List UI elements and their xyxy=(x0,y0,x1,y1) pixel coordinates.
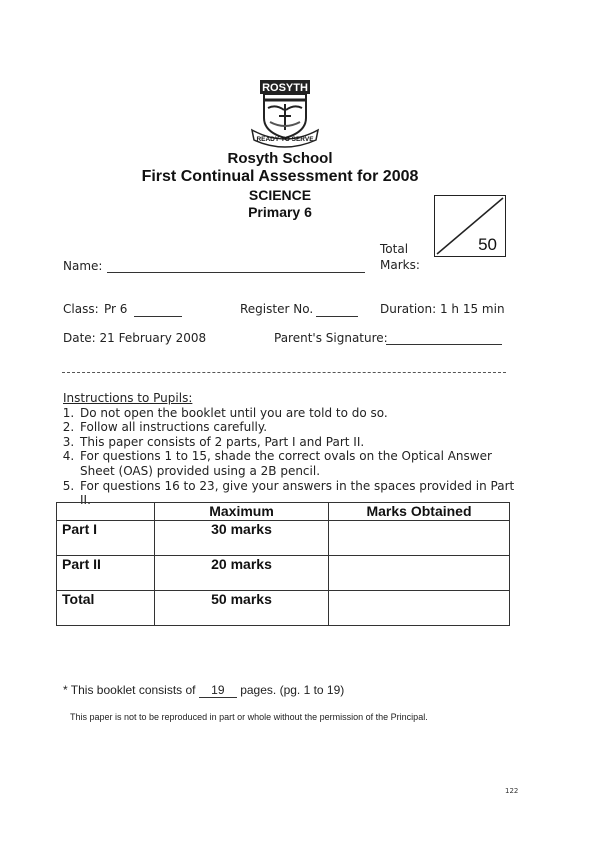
register-label: Register No. xyxy=(240,302,314,316)
part-cell: Part I xyxy=(57,521,155,556)
max-cell: 20 marks xyxy=(155,556,329,591)
part-cell: Part II xyxy=(57,556,155,591)
instruction-item: 3. This paper consists of 2 parts, Part I and Part II. xyxy=(78,435,523,450)
part-cell: Total xyxy=(57,591,155,626)
instruction-item: 1. Do not open the booklet until you are told to do so. xyxy=(78,406,523,421)
instruction-item: 2. Follow all instructions carefully. xyxy=(78,420,523,435)
instruction-item: 5. For questions 16 to 23, give your answers in the spaces provided in Part II. xyxy=(78,479,523,508)
total-marks-value: 50 xyxy=(478,235,497,254)
table-header-cell xyxy=(57,503,155,521)
svg-text:READY TO SERVE: READY TO SERVE xyxy=(256,136,314,143)
date-text: Date: 21 February 2008 xyxy=(63,331,207,345)
corner-mark: 122 xyxy=(505,787,519,795)
level-title: Primary 6 xyxy=(248,204,312,220)
pages-note xyxy=(63,683,344,698)
total-marks-box xyxy=(434,195,506,257)
signature-field-line[interactable] xyxy=(386,344,502,345)
max-cell: 30 marks xyxy=(155,521,329,556)
obtained-cell[interactable] xyxy=(329,591,510,626)
signature-label: Parent's Signature: xyxy=(274,331,388,345)
pages-count: 19 xyxy=(199,683,237,698)
marks-label: Marks: xyxy=(380,258,420,272)
total-label: Total xyxy=(380,242,409,256)
subject-title: SCIENCE xyxy=(248,187,312,203)
class-label: Class: xyxy=(63,302,99,316)
duration-text: Duration: 1 h 15 min xyxy=(380,302,505,316)
instructions-block xyxy=(63,391,523,508)
table-row xyxy=(57,556,510,591)
separator-line xyxy=(62,372,506,373)
class-field-line[interactable] xyxy=(134,316,182,317)
school-crest-logo xyxy=(246,78,324,148)
copyright-notice: This paper is not to be reproduced in part or whole without the permission of the Principal. xyxy=(70,712,428,722)
assessment-title: First Continual Assessment for 2008 xyxy=(141,168,419,185)
obtained-cell[interactable] xyxy=(329,521,510,556)
instructions-title: Instructions to Pupils: xyxy=(63,391,193,405)
name-label: Name: xyxy=(63,259,103,273)
table-header-cell: Maximum xyxy=(155,503,329,521)
instruction-item: 4. For questions 1 to 15, shade the correct ovals on the Optical Answer Sheet (OAS) provided using a 2B pencil. xyxy=(78,449,523,478)
svg-text:ROSYTH: ROSYTH xyxy=(262,82,308,94)
table-header-cell: Marks Obtained xyxy=(329,503,510,521)
register-field-line[interactable] xyxy=(316,316,358,317)
table-header-row xyxy=(57,503,510,521)
obtained-cell[interactable] xyxy=(329,556,510,591)
school-name: Rosyth School xyxy=(227,150,333,167)
class-value: Pr 6 xyxy=(104,302,128,316)
pages-prefix: * This booklet consists of xyxy=(63,683,196,697)
pages-suffix: pages. (pg. 1 to 19) xyxy=(240,683,345,697)
name-field-line[interactable] xyxy=(107,272,365,273)
table-row xyxy=(57,521,510,556)
marks-table xyxy=(56,502,510,626)
table-row xyxy=(57,591,510,626)
max-cell: 50 marks xyxy=(155,591,329,626)
instructions-list xyxy=(63,406,523,508)
